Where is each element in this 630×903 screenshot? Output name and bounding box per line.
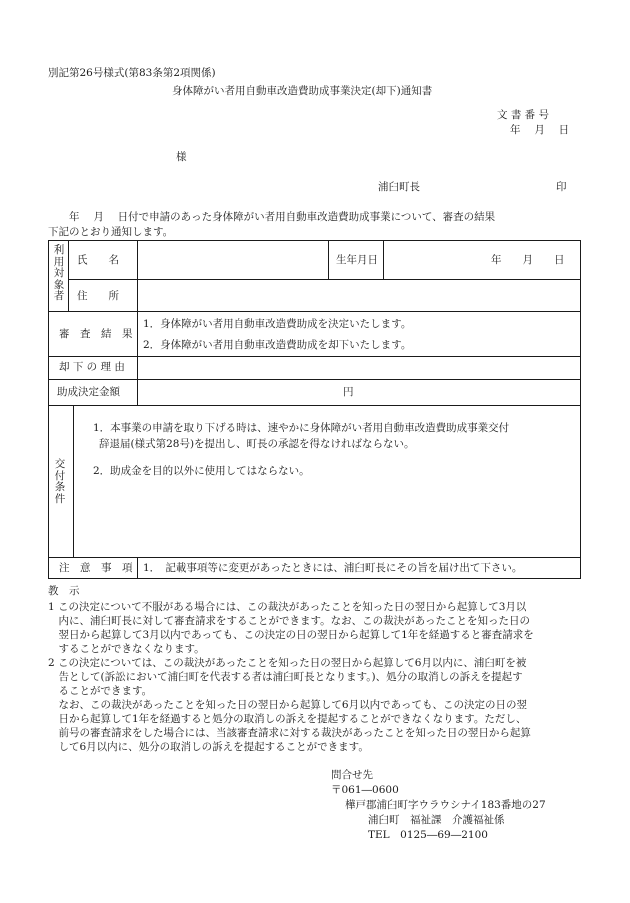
note-1: 1． 記載事項等に変更があったときには、浦臼町長にその旨を届け出て下さい。 [143, 562, 523, 574]
issuer-name: 浦臼町長 [378, 181, 420, 193]
birth-value: 年 月 日 [491, 254, 565, 266]
issue-date: 年 月 日 [510, 124, 570, 136]
amount-label: 助成決定金額 [57, 386, 120, 398]
divider [49, 379, 581, 380]
contact-department: 浦臼町 福祉課 介護福祉係 [368, 814, 505, 826]
condition-1-line-1: 1．本事業の申請を取り下げる時は、速やかに身体障がい者用自動車改造費助成事業交付 [93, 422, 510, 434]
divider [328, 241, 329, 279]
instruction-heading: 教 示 [48, 585, 80, 597]
divider [49, 405, 581, 406]
contact-tel: TEL 0125―69―2100 [368, 829, 488, 841]
divider [137, 311, 138, 405]
subject-label: 利用対象者 [53, 244, 65, 302]
condition-1-line-2: 辞退届(様式第28号)を提出し、町長の承認を得なければならない。 [99, 438, 415, 450]
result-option-1: 1．身体障がい者用自動車改造費助成を決定いたします。 [143, 318, 412, 330]
intro-line-1: 年 月 日付で申請のあった身体障がい者用自動車改造費助成事業について、審査の結果 [48, 211, 496, 223]
addressee-suffix: 様 [176, 151, 187, 163]
amount-unit: 円 [343, 386, 354, 398]
birth-label: 生年月日 [336, 254, 378, 266]
instruction-line: して6月以内に、処分の取消しの訴えを提起することができます。 [48, 741, 369, 753]
divider [73, 405, 74, 557]
instruction-line: することができなくなります。 [48, 643, 205, 655]
address-label: 住 所 [77, 290, 119, 302]
document-number-label: 文 書 番 号 [497, 109, 550, 121]
result-option-2: 2．身体障がい者用自動車改造費助成を却下いたします。 [143, 339, 412, 351]
reject-reason-label: 却 下 の 理 由 [59, 361, 125, 373]
instruction-line: 内に、浦臼町長に対して審査請求をすることができます。なお、この裁決があったことを知った日の [48, 615, 531, 627]
instruction-line: 告として(訴訟において浦臼町を代表する者は浦臼町長となります。)、処分の取消しの訴えを提起す [48, 671, 523, 683]
instruction-line: ることができます。 [48, 685, 153, 697]
seal-mark: 印 [556, 181, 567, 193]
contact-heading: 問合せ先 [331, 769, 373, 781]
divider [68, 241, 69, 311]
document-title: 身体障がい者用自動車改造費助成事業決定(却下)通知書 [172, 85, 433, 97]
instruction-line: 日から起算して1年を経過すると処分の取消しの訴えを提起することができなくなります。ただし、 [48, 713, 527, 725]
notes-label: 注 意 事 項 [59, 562, 133, 574]
instruction-line: 翌日から起算して3月以内であっても、この決定の日の翌日から起算して1年を経過すると審査請求を [48, 629, 534, 641]
notice-table [48, 240, 581, 579]
contact-postal: 〒061―0600 [331, 784, 399, 796]
instruction-line: 1 この決定について不服がある場合には、この裁決があったことを知った日の翌日から起算して3月以 [48, 601, 527, 613]
result-label: 審 査 結 果 [59, 328, 133, 340]
divider [49, 356, 581, 357]
divider [68, 279, 581, 280]
conditions-label: 交付条件 [54, 458, 66, 505]
instruction-line: 2 この決定については、この裁決があったことを知った日の翌日から起算して6月以内に、浦臼町を被 [48, 657, 527, 669]
form-reference: 別記第26号様式(第83条第2項関係) [48, 67, 216, 79]
instruction-line: 前号の審査請求をした場合には、当該審査請求に対する裁決があったことを知った日の翌日から起算 [48, 727, 531, 739]
divider [383, 241, 384, 279]
divider [49, 557, 581, 558]
condition-2: 2．助成金を目的以外に使用してはならない。 [93, 465, 310, 477]
contact-address: 樺戸郡浦臼町字ウラウシナイ183番地の27 [345, 799, 546, 811]
divider [137, 557, 138, 579]
instruction-line: なお、この裁決があったことを知った日の翌日から起算して6月以内であっても、この決定の日の翌 [48, 699, 527, 711]
divider [49, 311, 581, 312]
divider [137, 241, 138, 311]
intro-line-2: 下記のとおり通知します。 [48, 226, 174, 238]
name-label: 氏 名 [77, 254, 119, 266]
